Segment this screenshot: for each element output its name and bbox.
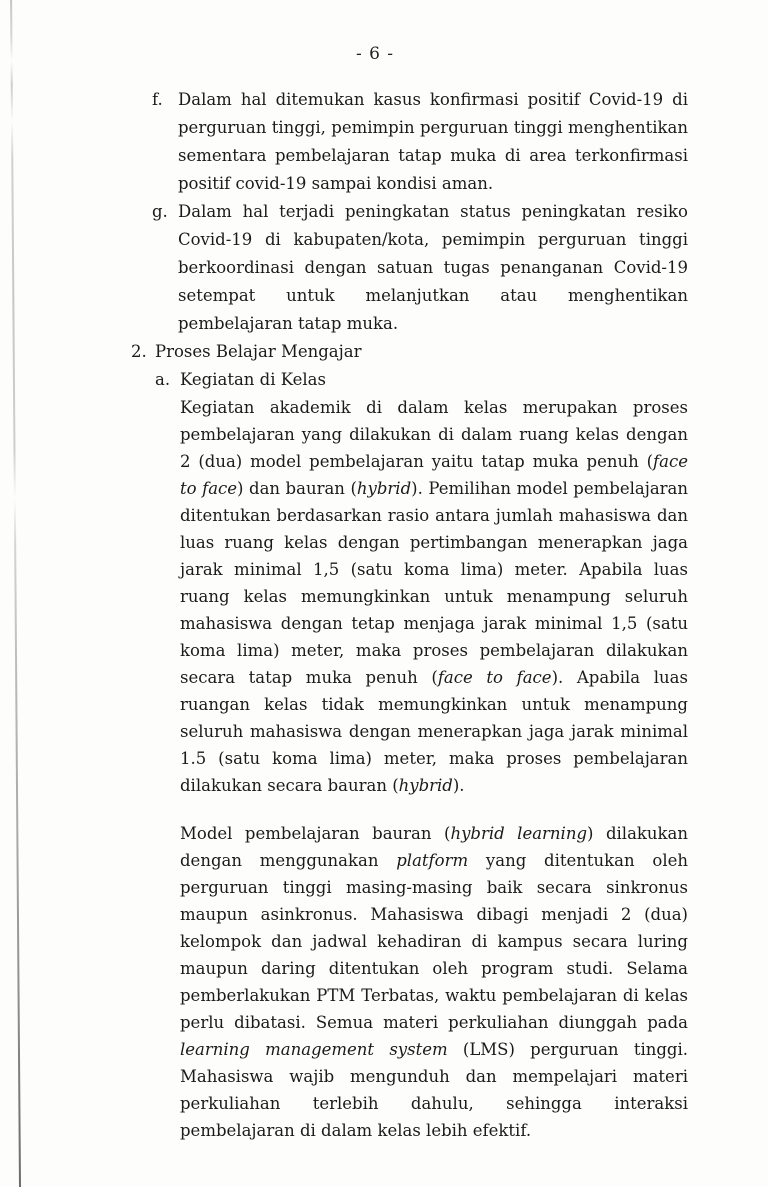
page-content bbox=[131, 86, 688, 1144]
section-title-proses-belajar: Proses Belajar Mengajar bbox=[155, 342, 362, 361]
list-item-a bbox=[155, 366, 688, 394]
body-paragraphs bbox=[180, 394, 688, 1144]
list-text-g: Dalam hal terjadi peningkatan status peningkatan resiko Covid-19 di kabupaten/kota, pemimpin perguruan tinggi berkoordinasi dengan satuan tugas penanganan Covid-19 setempat untuk melanjutkan atau menghentikan pembelajaran tatap muka. bbox=[178, 202, 688, 333]
list-marker-g: g. bbox=[152, 202, 168, 221]
list-item-g bbox=[152, 198, 688, 338]
list-marker-2: 2. bbox=[131, 342, 147, 361]
list-item-2 bbox=[131, 338, 688, 366]
list-marker-a: a. bbox=[155, 370, 171, 389]
subsection-title-kegiatan-di-kelas: Kegiatan di Kelas bbox=[180, 370, 326, 389]
list-marker-f: f. bbox=[152, 90, 163, 109]
paragraph-hybrid-learning: Model pembelajaran bauran (hybrid learning) dilakukan dengan menggunakan platform yang ditentukan oleh perguruan tinggi masing-masing baik secara sinkronus maupun asinkronus. Mahasiswa dibagi menjadi 2 (dua) kelompok dan jadwal kehadiran di kampus secara luring maupun daring ditentukan oleh program studi. Selama pemberlakukan PTM Terbatas, waktu pembelajaran di kelas perlu dibatasi. Semua materi perkuliahan diunggah pada learning management system (LMS) perguruan tinggi. Mahasiswa wajib mengunduh dan mempelajari materi perkuliahan terlebih dahulu, sehingga interaksi pembelajaran di dalam kelas lebih efektif. bbox=[180, 824, 688, 1140]
list-text-f: Dalam hal ditemukan kasus konfirmasi positif Covid-19 di perguruan tinggi, pemimpin perguruan tinggi menghentikan sementara pembelajaran tatap muka di area terkonfirmasi positif covid-19 sampai kondisi aman. bbox=[178, 90, 688, 193]
page-number: - 6 - bbox=[355, 44, 395, 64]
paragraph-kegiatan-akademik: Kegiatan akademik di dalam kelas merupakan proses pembelajaran yang dilakukan di dalam ruang kelas dengan 2 (dua) model pembelajaran yaitu tatap muka penuh (face to face) dan bauran (hybrid). Pemilihan model pembelajaran ditentukan berdasarkan rasio antara jumlah mahasiswa dan luas ruang kelas dengan pertimbangan menerapkan jaga jarak minimal 1,5 (satu koma lima) meter. Apabila luas ruang kelas memungkinkan untuk menampung seluruh mahasiswa dengan tetap menjaga jarak minimal 1,5 (satu koma lima) meter, maka proses pembelajaran dilakukan secara tatap muka penuh (face to face). Apabila luas ruangan kelas tidak memungkinkan untuk menampung seluruh mahasiswa dengan menerapkan jaga jarak minimal 1.5 (satu koma lima) meter, maka proses pembelajaran dilakukan secara bauran (hybrid). bbox=[180, 398, 689, 795]
list-item-f bbox=[152, 86, 688, 198]
scan-edge-artifact bbox=[10, 0, 21, 1187]
